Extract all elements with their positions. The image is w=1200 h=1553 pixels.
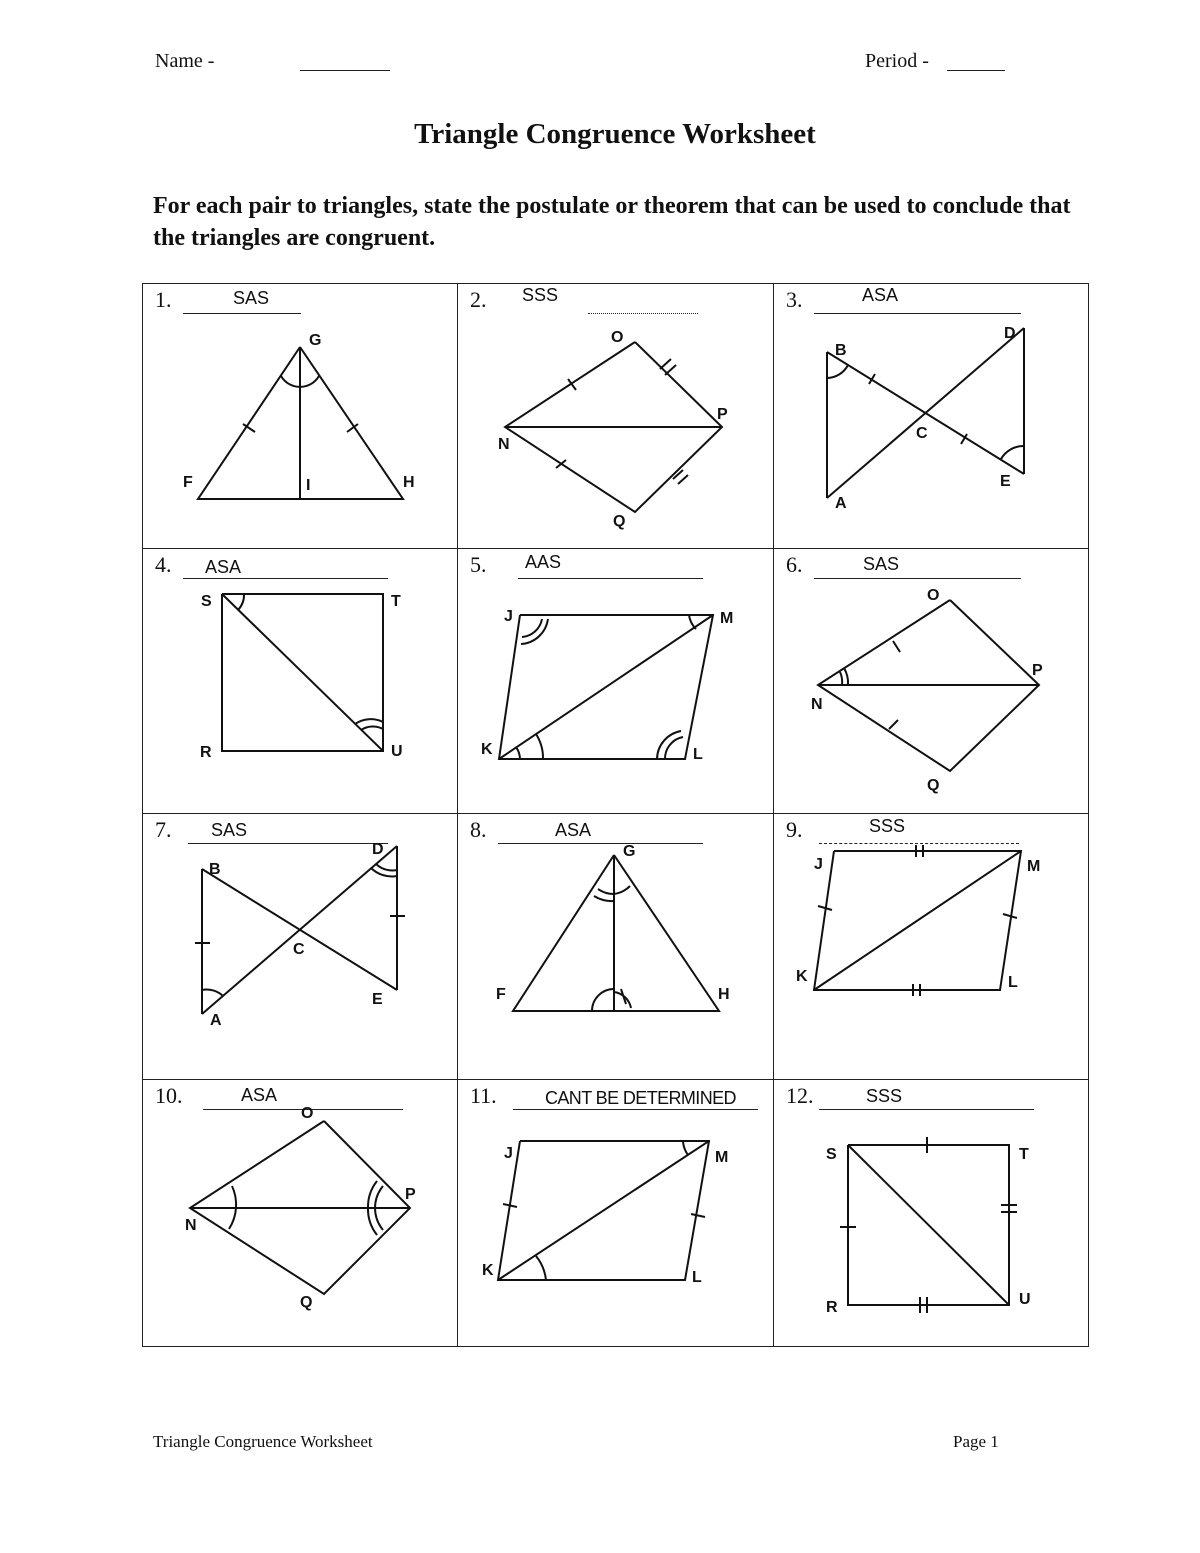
period-label: Period - [865,50,929,72]
answer[interactable]: ASA [205,557,242,577]
problem-number: 4. [155,552,172,577]
answer[interactable]: ASA [862,285,899,305]
vertex-label: F [496,986,506,1003]
problem-number: 7. [155,817,172,842]
problem-5 [458,549,773,814]
problem-number: 2. [470,287,487,312]
problem-number: 5. [470,552,487,577]
figure-9 [774,814,1089,1079]
vertex-label: B [209,861,221,878]
problem-number: 6. [786,552,803,577]
vertex-label: O [927,587,940,604]
vertex-label: M [1027,858,1041,875]
answer[interactable]: SSS [869,816,906,836]
problem-4 [143,549,458,814]
vertex-label: K [482,1262,494,1279]
period-blank[interactable] [947,70,1005,71]
figure-10 [143,1080,458,1345]
answer[interactable]: SAS [233,288,270,308]
vertex-label: M [720,610,734,627]
vertex-label: U [1019,1291,1031,1308]
vertex-label: G [309,332,322,349]
problem-3 [774,284,1089,549]
vertex-label: J [504,1145,513,1162]
vertex-label: L [692,1269,702,1286]
answer[interactable]: AAS [525,552,562,572]
vertex-label: N [498,436,510,453]
vertex-label: D [372,841,384,858]
vertex-label: G [623,843,636,860]
instructions: For each pair to triangles, state the postulate or theorem that can be used to conclude that the triangles are congruent. [153,193,1071,251]
figure-4 [143,549,458,814]
problem-11 [458,1080,773,1345]
vertex-label: Q [300,1294,313,1311]
vertex-label: A [210,1012,222,1029]
vertex-label: P [405,1186,416,1203]
figure-2 [458,284,773,549]
vertex-label: Q [613,513,626,530]
vertex-label: D [1004,325,1016,342]
figure-7 [143,814,458,1079]
problem-6 [774,549,1089,814]
vertex-label: S [826,1146,837,1163]
figure-1 [143,284,458,549]
vertex-label: O [611,329,624,346]
problem-grid [142,283,1089,1347]
problem-1 [143,284,458,549]
vertex-label: B [835,342,847,359]
figure-12 [774,1080,1089,1345]
page-number: Page 1 [953,1432,999,1451]
vertex-label: U [391,743,403,760]
vertex-label: T [1019,1146,1029,1163]
vertex-label: J [504,608,513,625]
problem-number: 10. [155,1083,183,1108]
answer[interactable]: SSS [522,285,559,305]
problem-12 [774,1080,1089,1345]
figure-3 [774,284,1089,549]
problem-9 [774,814,1089,1079]
answer[interactable]: SSS [866,1086,903,1106]
worksheet-title: Triangle Congruence Worksheet [414,118,816,150]
vertex-label: R [826,1299,838,1316]
answer[interactable]: ASA [555,820,592,840]
vertex-label: M [715,1149,729,1166]
problem-number: 9. [786,817,803,842]
figure-8 [458,814,773,1079]
vertex-label: P [1032,662,1043,679]
vertex-label: T [391,593,401,610]
problem-8 [458,814,773,1079]
problem-7 [143,814,458,1079]
vertex-label: N [185,1217,197,1234]
answer[interactable]: CANT BE DETERMINED [545,1088,736,1108]
vertex-label: C [293,941,305,958]
vertex-label: P [717,406,728,423]
vertex-label: K [796,968,808,985]
vertex-label: K [481,741,493,758]
problem-number: 11. [470,1083,497,1108]
vertex-label: L [693,746,703,763]
footer-title: Triangle Congruence Worksheet [153,1432,373,1451]
vertex-label: E [372,991,383,1008]
vertex-label: H [403,474,415,491]
figure-11 [458,1080,773,1345]
vertex-label: C [916,425,928,442]
problem-number: 3. [786,287,803,312]
vertex-label: H [718,986,730,1003]
problem-number: 12. [786,1083,814,1108]
name-label: Name - [155,50,215,72]
vertex-label: J [814,856,823,873]
figure-6 [774,549,1089,814]
answer[interactable]: SAS [211,820,248,840]
vertex-label: S [201,593,212,610]
vertex-label: F [183,474,193,491]
figure-5 [458,549,773,814]
name-blank[interactable] [300,70,390,71]
vertex-label: N [811,696,823,713]
problem-number: 8. [470,817,487,842]
vertex-label: Q [927,777,940,794]
vertex-label: A [835,495,847,512]
vertex-label: E [1000,473,1011,490]
answer[interactable]: ASA [241,1085,278,1105]
problem-2 [458,284,773,549]
problem-number: 1. [155,287,172,312]
vertex-label: R [200,744,212,761]
answer[interactable]: SAS [863,554,900,574]
problem-10 [143,1080,458,1345]
vertex-label: O [301,1105,314,1122]
vertex-label: L [1008,974,1018,991]
vertex-label: I [306,477,311,494]
